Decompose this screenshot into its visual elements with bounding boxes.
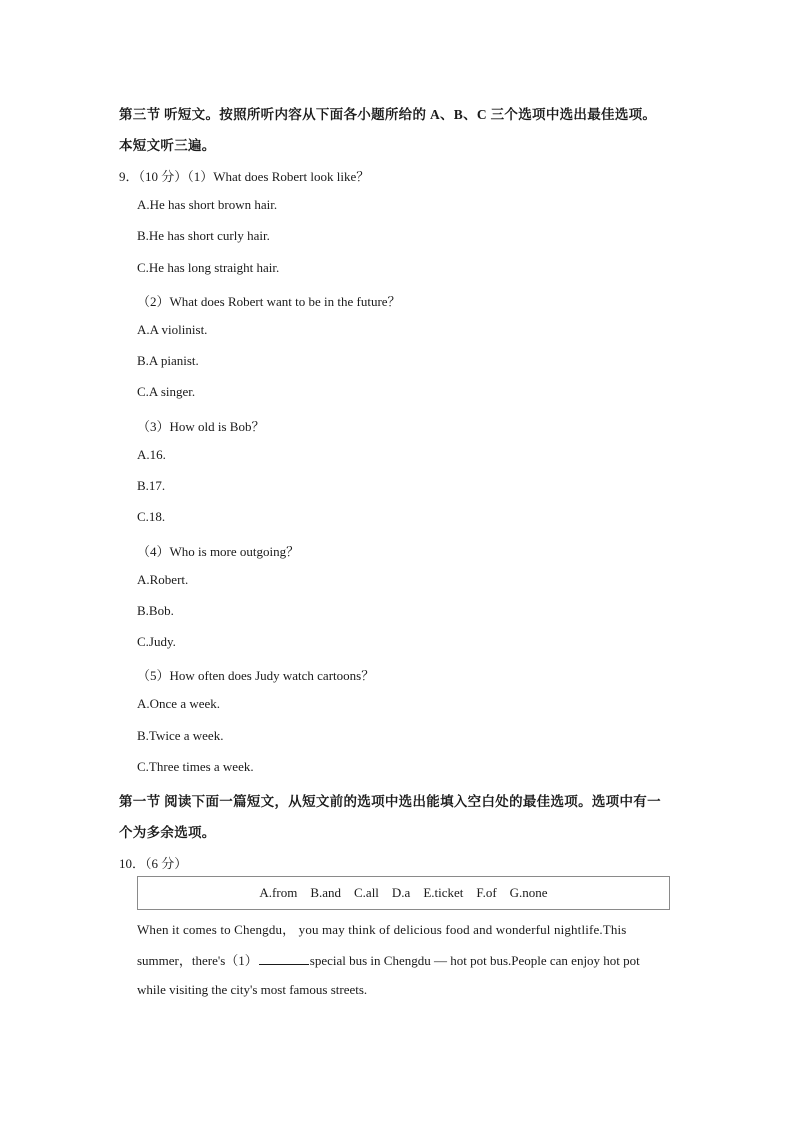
section3-heading-line2: 本短文听三遍。 [119, 138, 216, 153]
passage-line-1: When it comes to Chengdu， you may think of delicious food and wonderful nightlife.This [137, 922, 627, 937]
q9-5-option-a: A.Once a week. [137, 696, 221, 711]
q9-2-option-c: C.A singer. [137, 384, 196, 399]
passage-line-2 [137, 950, 673, 969]
q9-3-option-b: B.17. [137, 478, 166, 493]
q9-5-option-c: C.Three times a week. [137, 759, 254, 774]
q9-4-option-c: C.Judy. [137, 634, 176, 649]
q9-3-option-a: A.16. [137, 447, 166, 462]
q9-2-option-a: A.A violinist. [137, 322, 208, 337]
q9-3-prompt: （3）How old is Bob？ [137, 419, 265, 434]
q9-1-option-c: C.He has long straight hair. [137, 260, 280, 275]
reading-heading-line1: 第一节 阅读下面一篇短文，从短文前的选项中选出能填入空白处的最佳选项。选项中有一 [119, 794, 661, 809]
q9-3-option-c: C.18. [137, 509, 166, 524]
q9-4-option-b: B.Bob. [137, 603, 174, 618]
q9-5-option-b: B.Twice a week. [137, 728, 224, 743]
section3-heading-line1: 第三节 听短文。按照所听内容从下面各小题所给的 A、B、C 三个选项中选出最佳选项。 [119, 107, 657, 122]
answer-blank-1[interactable] [259, 953, 309, 965]
reading-heading-line2: 个为多余选项。 [119, 825, 216, 840]
q9-2-option-b: B.A pianist. [137, 353, 199, 368]
q9-2-prompt: （2）What does Robert want to be in the future？ [137, 294, 401, 309]
q9-4-prompt: （4）Who is more outgoing？ [137, 544, 300, 559]
question-10-header: 10．（6 分） [119, 856, 188, 871]
q9-1-option-b: B.He has short curly hair. [137, 228, 270, 243]
question-9-header: 9．（10 分）（1）What does Robert look like？ [119, 169, 370, 184]
passage-line-3: while visiting the city's most famous streets. [137, 982, 368, 997]
passage-line-2-start: summer，there's（1） [137, 953, 258, 968]
word-options-box: A.from B.and C.all D.a E.ticket F.of G.none [137, 876, 670, 910]
q9-1-option-a: A.He has short brown hair. [137, 197, 278, 212]
q9-5-prompt: （5）How often does Judy watch cartoons？ [137, 668, 375, 683]
passage-line-2-end: special bus in Chengdu — hot pot bus.People can enjoy hot pot [309, 953, 640, 968]
q9-4-option-a: A.Robert. [137, 572, 189, 587]
